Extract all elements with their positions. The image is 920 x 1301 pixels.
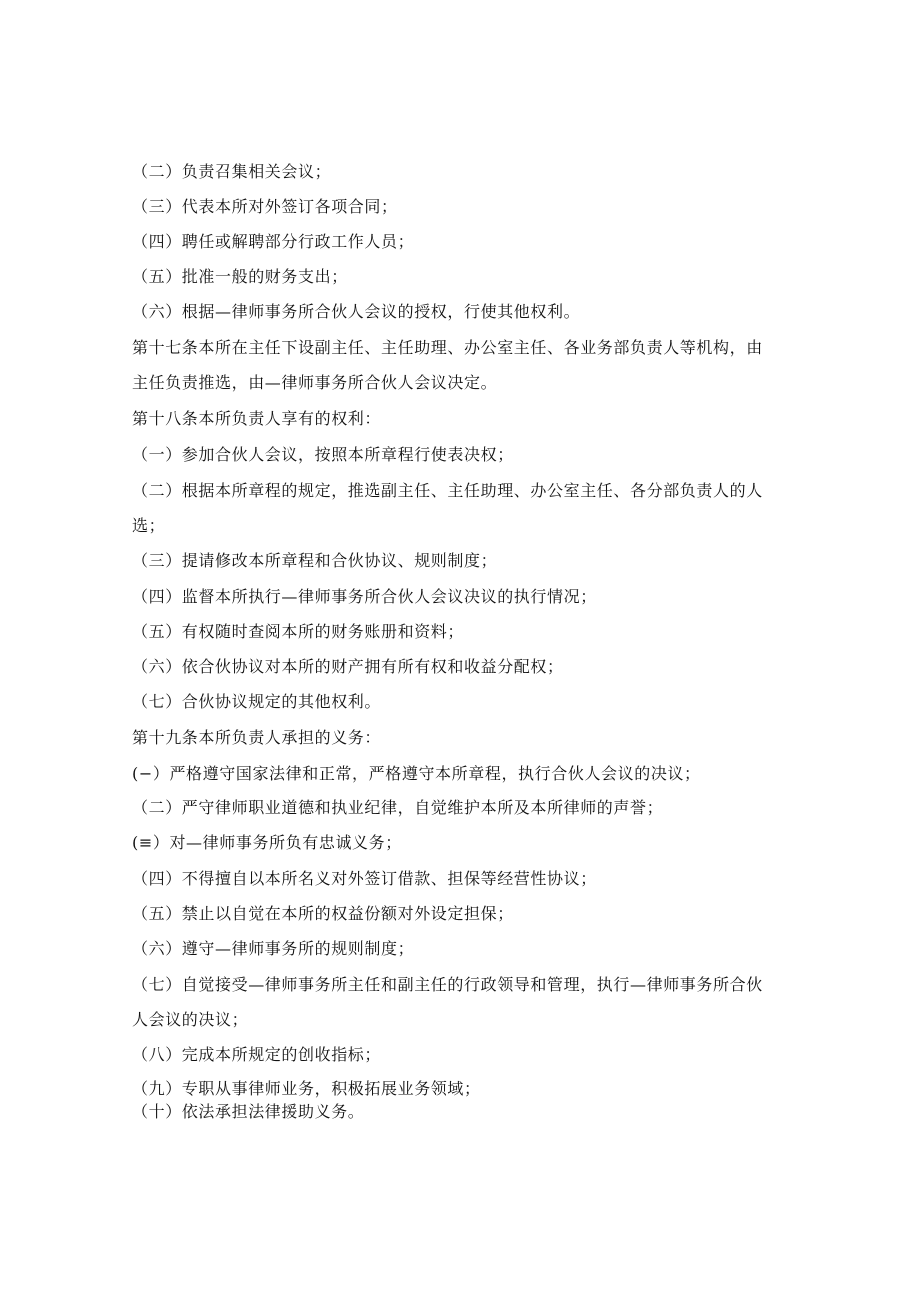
text-line: （五）批准一般的财务支出；	[132, 267, 348, 286]
text-line: （四）聘任或解聘部分行政工作人员；	[132, 232, 415, 251]
text-line: （九）专职从事律师业务，积极拓展业务领域；	[132, 1079, 481, 1098]
text-line: （十）依法承担法律援助义务。	[132, 1102, 365, 1121]
text-line: （七）自觉接受—律师事务所主任和副主任的行政领导和管理，执行—律师事务所合伙	[132, 975, 763, 994]
text-line: 选；	[132, 516, 166, 535]
text-line: （一）参加合伙人会议，按照本所章程行使表决权；	[132, 445, 514, 464]
text-line: (≡）对—律师事务所负有忠诚义务；	[132, 833, 402, 852]
text-line: 主任负责推选，由—律师事务所合伙人会议决定。	[132, 373, 498, 392]
text-line: （二）负责召集相关会议；	[132, 162, 332, 181]
text-line: （六）依合伙协议对本所的财产拥有所有权和收益分配权；	[132, 657, 564, 676]
text-line: （二）根据本所章程的规定，推选副主任、主任助理、办公室主任、各分部负责人的人	[132, 481, 763, 500]
text-line: （五）有权随时查阅本所的财务账册和资料；	[132, 622, 465, 641]
text-line: 第十九条本所负责人承担的义务：	[132, 728, 382, 747]
text-line: （三）代表本所对外签订各项合同；	[132, 197, 398, 216]
text-line: （七）合伙协议规定的其他权利。	[132, 692, 382, 711]
text-line: （三）提请修改本所章程和合伙协议、规则制度；	[132, 551, 498, 570]
text-line: （六）根据—律师事务所合伙人会议的授权，行使其他权利。	[132, 302, 581, 321]
text-line: （四）监督本所执行—律师事务所合伙人会议决议的执行情况；	[132, 587, 597, 606]
text-line: （六）遵守—律师事务所的规则制度；	[132, 939, 415, 958]
text-line: 第十八条本所负责人享有的权利：	[132, 409, 382, 428]
text-line: （五）禁止以自觉在本所的权益份额对外设定担保；	[132, 904, 514, 923]
text-line: （二）严守律师职业道德和执业纪律，自觉维护本所及本所律师的声誉；	[132, 798, 664, 817]
text-line: 第十七条本所在主任下设副主任、主任助理、办公室主任、各业务部负责人等机构，由	[132, 338, 763, 357]
text-line: （四）不得擅自以本所名义对外签订借款、担保等经营性协议；	[132, 869, 597, 888]
text-line: (−）严格遵守国家法律和正常，严格遵守本所章程，执行合伙人会议的决议；	[132, 764, 701, 783]
text-line: 人会议的决议；	[132, 1010, 249, 1029]
text-line: （八）完成本所规定的创收指标；	[132, 1045, 382, 1064]
